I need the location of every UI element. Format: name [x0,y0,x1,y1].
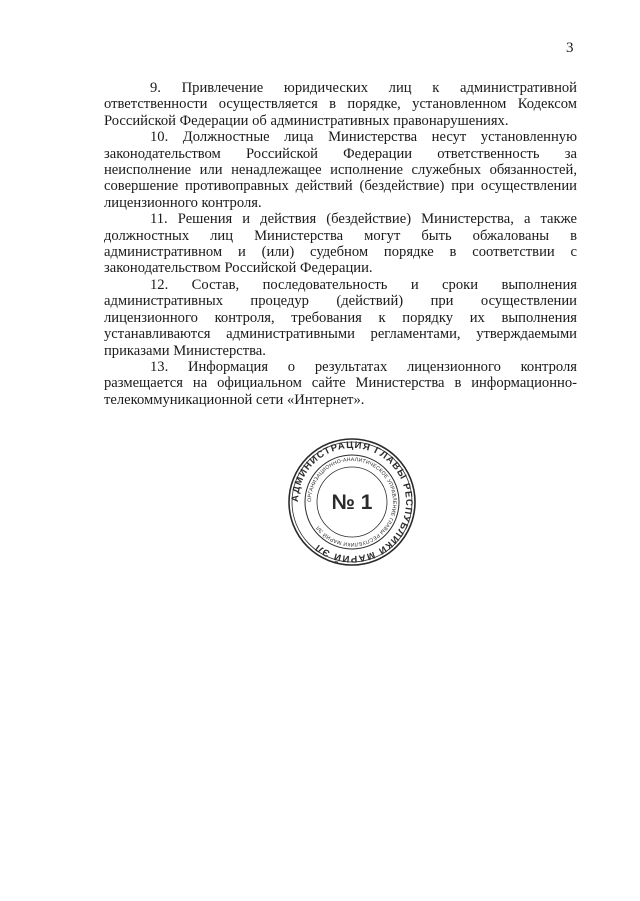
seal-inner-text: ОРГАНИЗАЦИОННО-АНАЛИТИЧЕСКОЕ УПРАВЛЕНИЕ ГЛАВЫ РЕСПУБЛИКИ МАРИЙ ЭЛ [306,456,398,548]
document-body [104,80,577,408]
paragraph-13: 13. Информация о результатах лицензионного контроля размещается на официальном сайте Министерства в информационно-телекоммуникационной сети «Интернет». [104,358,577,408]
seal-outer-text: АДМИНИСТРАЦИЯ ГЛАВЫ РЕСПУБЛИКИ МАРИЙ ЭЛ [289,439,415,565]
seal-center-number: № 1 [331,491,373,514]
paragraph-9: 9. Привлечение юридических лиц к административной ответственности осуществляется в порядке, установленном Кодексом Российской Федерации об административных правонарушениях. [104,80,577,129]
seal-graphic [287,437,417,567]
paragraph-10: 10. Должностные лица Министерства несут установленную законодательством Российской Федерации ответственность за неисполнение или ненадлежащее исполнение служебных обязанностей, совершение противоправных действий (бездействие) при осуществлении лицензионного контроля. [104,129,577,211]
official-seal [287,437,417,567]
paragraph-12: 12. Состав, последовательность и сроки выполнения административных процедур (действий) при осуществлении лицензионного контроля, требования к порядку их выполнения устанавливаются административными регламентами, утверждаемыми приказами Министерства. [104,276,577,359]
paragraph-11: 11. Решения и действия (бездействие) Министерства, а также должностных лиц Министерства могут быть обжалованы в административном и (или) судебном порядке в соответствии с законодательством Российской Федерации. [104,211,577,277]
page-number: 3 [566,40,574,56]
